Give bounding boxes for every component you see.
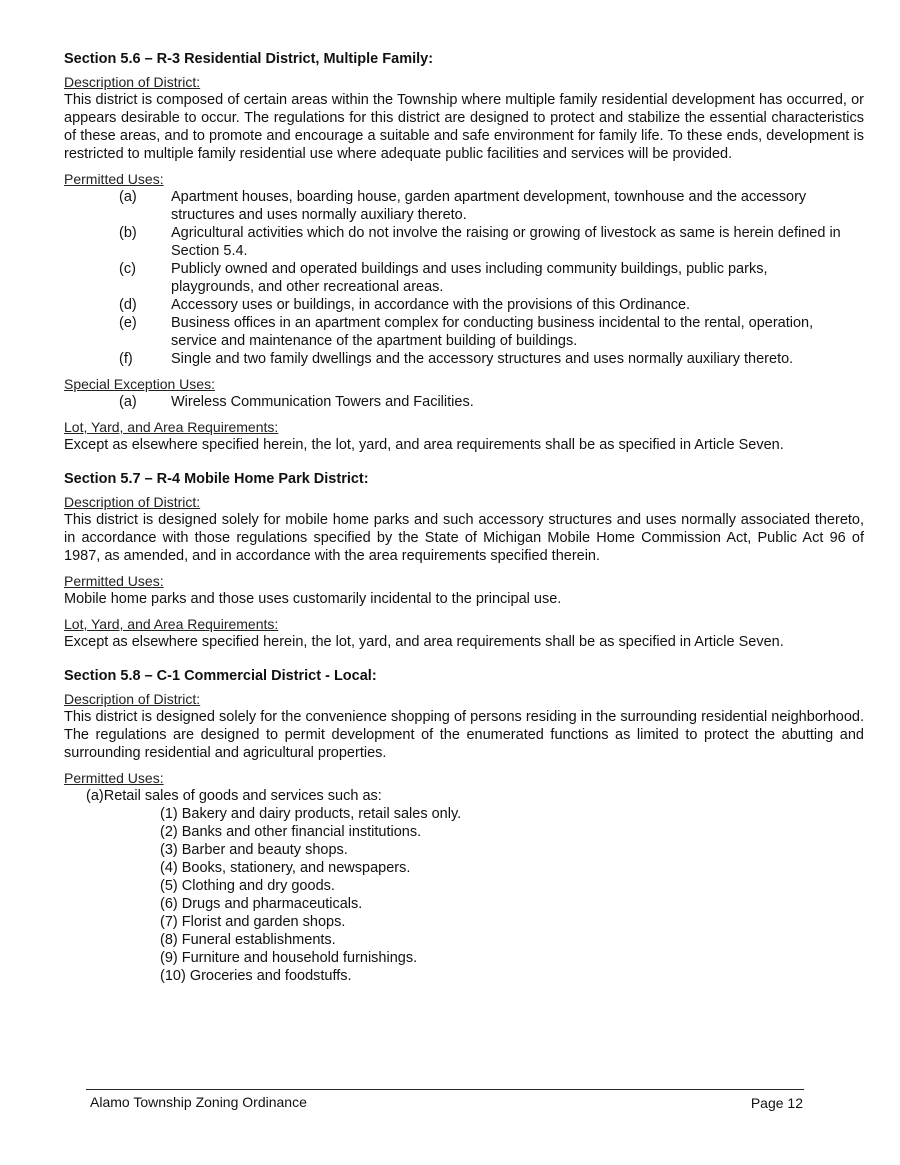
list-item-label: (a)	[119, 189, 137, 205]
special-exception-heading: Special Exception Uses:	[64, 376, 215, 392]
retail-item: (3) Barber and beauty shops.	[160, 842, 348, 858]
list-item	[64, 314, 864, 350]
list-item-label: (c)	[119, 261, 136, 277]
section-title: Section 5.8 – C-1 Commercial District - Local:	[64, 668, 377, 684]
special-exception-list	[64, 393, 864, 411]
permitted-uses-heading: Permitted Uses:	[64, 171, 164, 187]
list-item	[64, 393, 864, 411]
list-item-text: Agricultural activities which do not involve the raising or growing of livestock as same is herein defined in Section 5.4.	[171, 225, 841, 259]
section-title: Section 5.7 – R-4 Mobile Home Park District:	[64, 471, 369, 487]
list-item-text: Wireless Communication Towers and Facilities.	[171, 394, 474, 410]
retail-item: (2) Banks and other financial institutions.	[160, 824, 422, 840]
description-text: This district is composed of certain areas within the Township where multiple family residential development has occurred, or appears desirable to occur. The regulations for this district are designed to protect and stabilize the essential characteristics of these areas, and to promote and encourage a suitable and safe environment for family life. To these ends, development is restricted to multiple family residential use where adequate public facilities and services will be provided.	[64, 92, 864, 162]
lot-requirements-heading: Lot, Yard, and Area Requirements:	[64, 419, 279, 435]
permitted-uses-text: Mobile home parks and those uses customarily incidental to the principal use.	[64, 591, 562, 607]
list-item-text: Apartment houses, boarding house, garden apartment development, townhouse and the accessory structures and uses normally auxiliary thereto.	[171, 189, 807, 223]
retail-item: (9) Furniture and household furnishings.	[160, 950, 418, 966]
retail-intro: (a)Retail sales of goods and services such as:	[86, 788, 382, 804]
list-item-text: Single and two family dwellings and the accessory structures and uses normally auxiliary thereto.	[171, 351, 794, 367]
footer-document-title: Alamo Township Zoning Ordinance	[90, 1094, 307, 1110]
list-item-text: Business offices in an apartment complex for conducting business incidental to the rental, operation, service and maintenance of the apartment building of buildings.	[171, 315, 814, 349]
description-heading: Description of District:	[64, 691, 201, 707]
list-item-text: Publicly owned and operated buildings and uses including community buildings, public parks, playgrounds, and other recreational areas.	[171, 261, 768, 295]
retail-item: (1) Bakery and dairy products, retail sales only.	[160, 806, 462, 822]
permitted-uses-heading: Permitted Uses:	[64, 573, 164, 589]
retail-item: (6) Drugs and pharmaceuticals.	[160, 896, 363, 912]
section-5-6	[64, 50, 864, 454]
retail-item: (5) Clothing and dry goods.	[160, 878, 335, 894]
list-item-label: (e)	[119, 315, 137, 331]
description-text: This district is designed solely for mobile home parks and such accessory structures and uses normally associated thereto, in accordance with those regulations specified by the State of Michigan Mobile Home Commission Act, Public Act 96 of 1987, as amended, and in accordance with the area requirements specified therein.	[64, 512, 864, 564]
page-content	[64, 50, 864, 1001]
section-5-7	[64, 470, 864, 651]
list-item-label: (d)	[119, 297, 137, 313]
permitted-uses-list	[64, 188, 864, 368]
list-item	[64, 296, 864, 314]
list-item	[64, 188, 864, 224]
section-title: Section 5.6 – R-3 Residential District, Multiple Family:	[64, 51, 434, 67]
retail-item: (10) Groceries and foodstuffs.	[160, 968, 352, 984]
lot-requirements-text: Except as elsewhere specified herein, the lot, yard, and area requirements shall be as specified in Article Seven.	[64, 437, 784, 453]
list-item	[64, 350, 864, 368]
footer-divider	[86, 1089, 804, 1090]
permitted-uses-heading: Permitted Uses:	[64, 770, 164, 786]
lot-requirements-text: Except as elsewhere specified herein, the lot, yard, and area requirements shall be as specified in Article Seven.	[64, 634, 784, 650]
list-item-label: (a)	[119, 394, 137, 410]
retail-list	[64, 805, 864, 985]
list-item-label: (b)	[119, 225, 137, 241]
retail-item: (8) Funeral establishments.	[160, 932, 336, 948]
list-item	[64, 224, 864, 260]
retail-item: (4) Books, stationery, and newspapers.	[160, 860, 411, 876]
retail-item: (7) Florist and garden shops.	[160, 914, 346, 930]
lot-requirements-heading: Lot, Yard, and Area Requirements:	[64, 616, 279, 632]
description-text: This district is designed solely for the convenience shopping of persons residing in the surrounding residential neighborhood. The regulations are designed to permit development of the enumerated functions as limited to protect the abutting and surrounding residential and agricultural properties.	[64, 709, 864, 761]
list-item-label: (f)	[119, 351, 133, 367]
description-heading: Description of District:	[64, 494, 201, 510]
footer-page-number: Page 12	[750, 1095, 803, 1111]
list-item	[64, 260, 864, 296]
description-heading: Description of District:	[64, 74, 201, 90]
section-5-8	[64, 667, 864, 985]
list-item-text: Accessory uses or buildings, in accordance with the provisions of this Ordinance.	[171, 297, 691, 313]
